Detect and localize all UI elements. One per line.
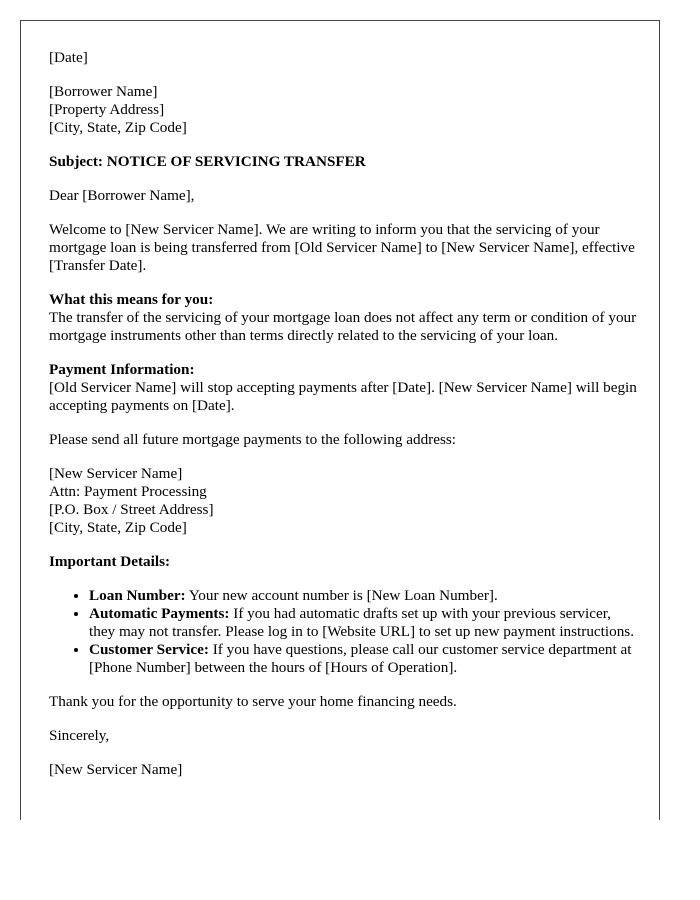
payment-address-line3: [P.O. Box / Street Address] [49,501,214,518]
recipient-block [49,83,639,137]
letter-content [49,49,639,795]
subject-text: NOTICE OF SERVICING TRANSFER [106,153,366,170]
payment-info-body: [Old Servicer Name] will stop accepting payments after [Date]. [New Servicer Name] will begin accepting payments on [Date]. [49,379,637,414]
list-item [89,641,639,677]
payment-info-heading: Payment Information: [49,361,195,378]
payment-address-line1: [New Servicer Name] [49,465,183,482]
list-item-label: Loan Number: [89,587,186,604]
recipient-city-state-zip: [City, State, Zip Code] [49,119,187,136]
intro-paragraph: Welcome to [New Servicer Name]. We are writing to inform you that the servicing of your mortgage loan is being transferred from [Old Servicer Name] to [New Servicer Name], effective [Transfer Date]. [49,221,635,274]
list-item-text: Your new account number is [New Loan Number]. [185,587,498,604]
list-item [89,587,639,605]
closing-thanks: Thank you for the opportunity to serve your home financing needs. [49,693,457,710]
list-item-label: Customer Service: [89,641,209,658]
letter-page [20,20,660,820]
payment-address-line2: Attn: Payment Processing [49,483,207,500]
sign-off: Sincerely, [49,727,110,744]
list-item-text: If you had automatic drafts set up with your previous servicer, they may not transfer. Please log in to [Website URL] to set up new payment instructions. [89,605,634,640]
recipient-name: [Borrower Name] [49,83,158,100]
subject-label: Subject: [49,153,103,170]
what-this-means-section [49,291,639,345]
signature-name: [New Servicer Name] [49,761,183,778]
what-this-means-body: The transfer of the servicing of your mortgage loan does not affect any term or condition of your mortgage instruments other than terms directly related to the servicing of your loan. [49,309,637,344]
what-this-means-heading: What this means for you: [49,291,214,308]
list-item-text: If you have questions, please call our customer service department at [Phone Number] between the hours of [Hours of Operation]. [89,641,632,676]
important-details-list [49,587,639,677]
subject-line [49,153,639,171]
payment-address-block [49,465,639,537]
send-payments-instruction: Please send all future mortgage payments to the following address: [49,431,457,448]
list-item [89,605,639,641]
payment-info-section [49,361,639,415]
salutation: Dear [Borrower Name], [49,187,195,204]
payment-address-line4: [City, State, Zip Code] [49,519,187,536]
important-details-heading: Important Details: [49,553,171,570]
list-item-label: Automatic Payments: [89,605,230,622]
letter-date: [Date] [49,49,88,66]
recipient-address: [Property Address] [49,101,165,118]
